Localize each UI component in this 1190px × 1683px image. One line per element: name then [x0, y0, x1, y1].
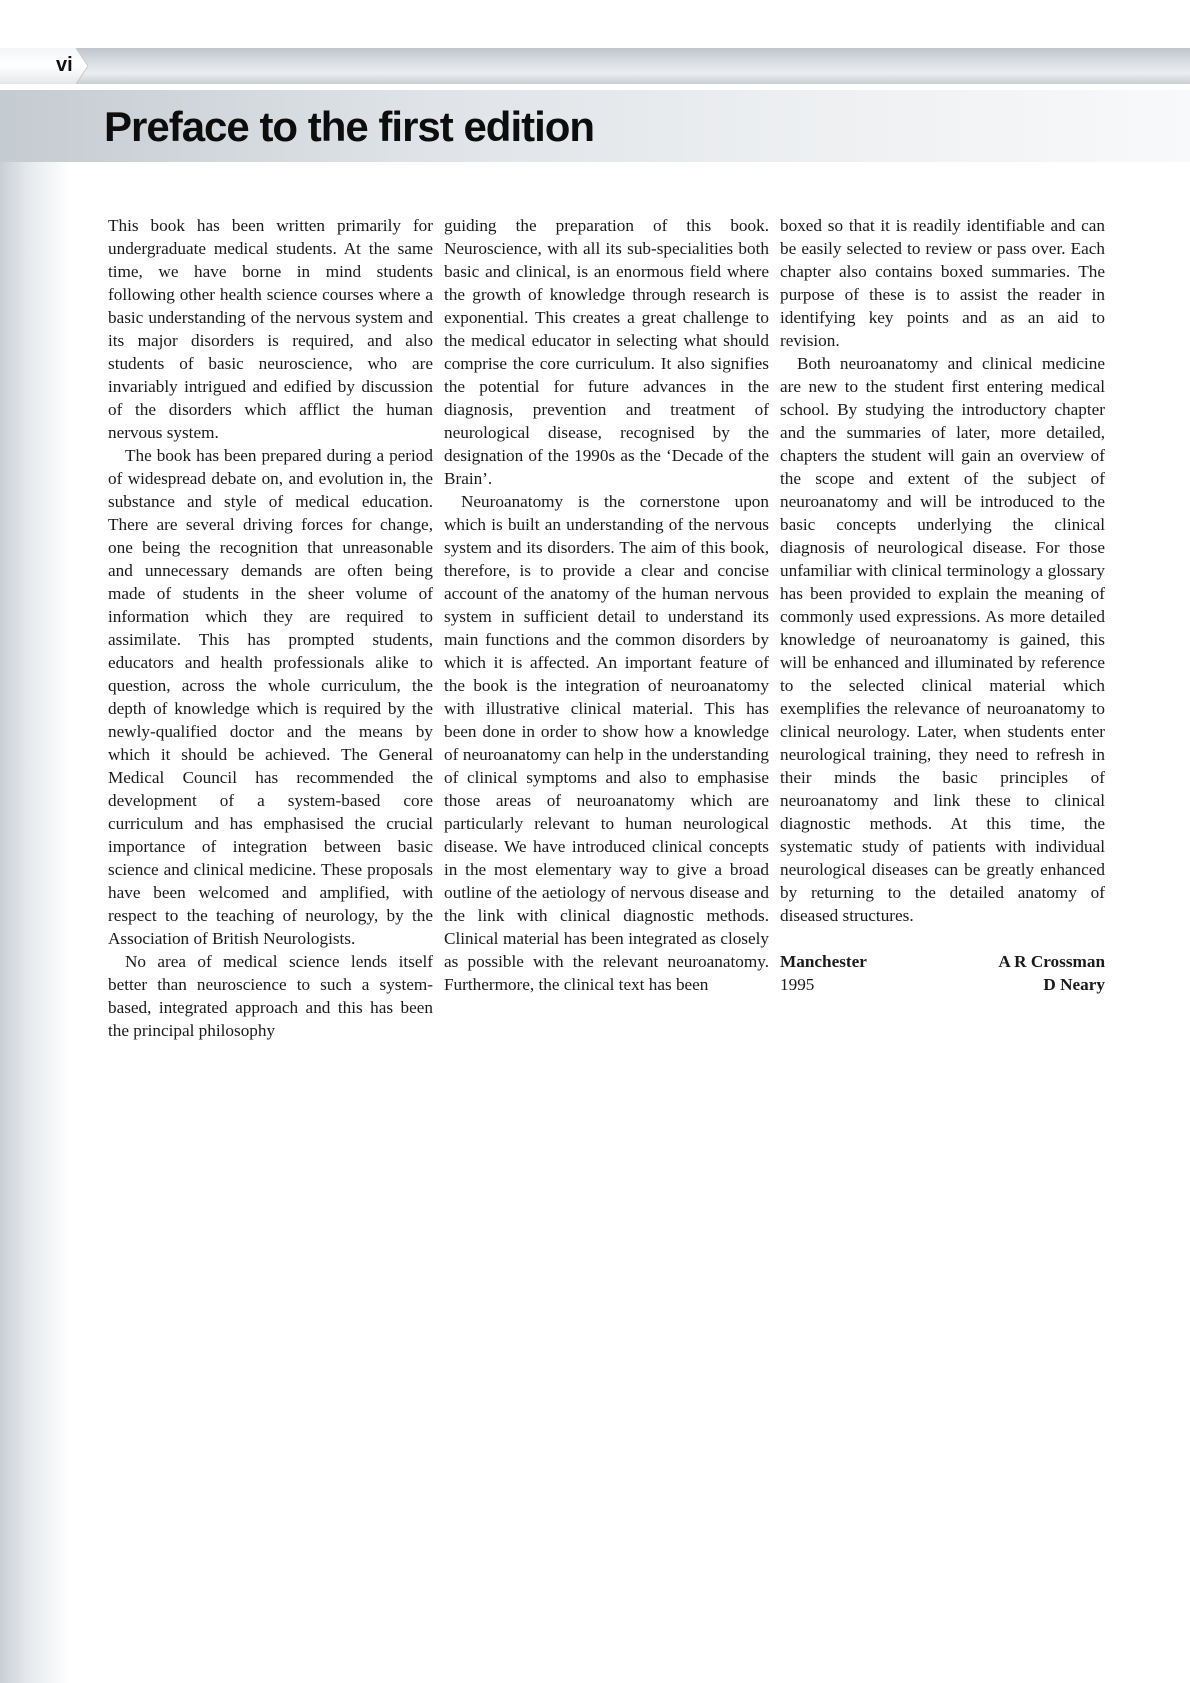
running-header-band — [0, 48, 1190, 84]
signoff — [780, 950, 1105, 996]
signoff-author-2: D Neary — [1043, 975, 1105, 994]
left-gutter-shading — [0, 160, 70, 1683]
paragraph: Neuroanatomy is the cornerstone upon which is built an understanding of the nervous system and its disorders. The aim of this book, therefore, is to provide a clear and concise account of the anatomy of the human nervous system in sufficient detail to understand its main functions and the common disorders by which it is affected. An important feature of the book is the integration of neuroanatomy with illustrative clinical material. This has been done in order to show how a knowledge of neuroanatomy can help in the understanding of clinical symptoms and also to emphasise those areas of neuroanatomy which are particularly relevant to human neurological disease. We have introduced clinical concepts in the most elementary way to give a broad outline of the aetiology of nervous disease and the link with clinical diagnostic methods. Clinical material has been integrated as closely as possible with the relevant neuroanatomy. Furthermore, the clinical text has been — [444, 492, 769, 994]
page-number: vi — [56, 54, 73, 76]
paragraph: This book has been written primarily for undergraduate medical students. At the same time, we have borne in mind students following other health science courses where a basic understanding of the nervous system and its major disorders is required, and also students of basic neuroscience, who are invariably intrigued and edified by discussion of the disorders which afflict the human nervous system. — [108, 216, 433, 442]
text-column-2 — [444, 214, 769, 996]
signoff-year: 1995 — [780, 975, 815, 994]
page-tab-arrow-icon — [0, 48, 88, 84]
page-tab — [0, 48, 88, 84]
paragraph: No area of medical science lends itself better than neuroscience to such a system-based, integrated approach and this has been the principal philosophy — [108, 952, 433, 1040]
paragraph: The book has been prepared during a period of widespread debate on, and evolution in, the substance and style of medical education. There are several driving forces for change, one being the recognition that unreasonable and unnecessary demands are often being made of students in the sheer volume of information which they are required to assimilate. This has prompted students, educators and health professionals alike to question, across the whole curriculum, the depth of knowledge which is required by the newly-qualified doctor and the means by which it should be achieved. The General Medical Council has recommended the development of a system-based core curriculum and has emphasised the crucial importance of integration between basic science and clinical medicine. These proposals have been welcomed and amplified, with respect to the teaching of neurology, by the Association of British Neurologists. — [108, 446, 433, 948]
signoff-author-1: A R Crossman — [998, 952, 1105, 971]
signoff-place: Manchester — [780, 952, 867, 971]
paragraph: guiding the preparation of this book. Neuroscience, with all its sub-specialities both basic and clinical, is an enormous field where the growth of knowledge through research is exponential. This creates a great challenge to the medical educator in selecting what should comprise the core curriculum. It also signifies the potential for future advances in the diagnosis, prevention and treatment of neurological disease, recognised by the designation of the 1990s as the ‘Decade of the Brain’. — [444, 216, 769, 488]
page-title: Preface to the first edition — [104, 103, 595, 150]
paragraph: boxed so that it is readily identifiable and can be easily selected to review or pass over. Each chapter also contains boxed summaries. The purpose of these is to assist the reader in identifying key points and as an aid to revision. — [780, 216, 1105, 350]
paragraph: Both neuroanatomy and clinical medicine are new to the student first entering medical school. By studying the introductory chapter and the summaries of later, more detailed, chapters the student will gain an overview of the scope and extent of the subject of neuroanatomy and will be introduced to the basic concepts underlying the clinical diagnosis of neurological disease. For those unfamiliar with clinical terminology a glossary has been provided to explain the meaning of commonly used expressions. As more detailed knowledge of neuroanatomy is gained, this will be enhanced and illuminated by reference to the selected clinical material which exemplifies the relevance of neuroanatomy to clinical neurology. Later, when students enter neurological training, they need to refresh in their minds the basic principles of neuroanatomy and link these to clinical diagnostic methods. At this time, the systematic study of patients with individual neurological diseases can be greatly enhanced by returning to the detailed anatomy of diseased structures. — [780, 354, 1105, 925]
text-column-3 — [780, 214, 1105, 996]
text-column-1 — [108, 214, 433, 1042]
